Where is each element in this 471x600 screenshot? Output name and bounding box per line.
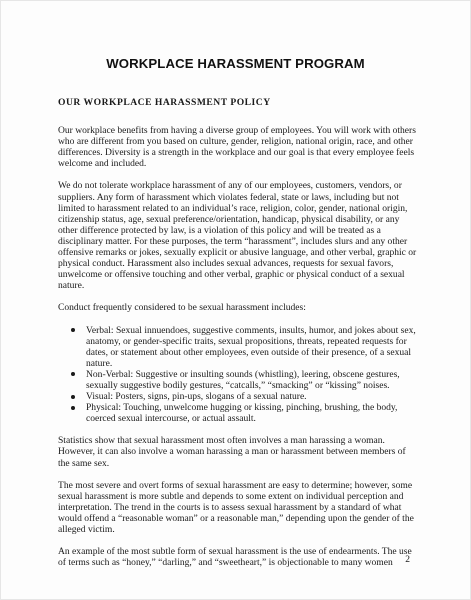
bullet-icon: [71, 395, 75, 399]
list-item-visual: [86, 391, 418, 402]
document-title: WORKPLACE HARASSMENT PROGRAM: [106, 56, 365, 71]
paragraph-severity: The most severe and overt forms of sexual harassment are easy to determine; however, some sexual harassment is more subtle and depends to some extent on individual perception and interpretation. The trend in the courts is to assess sexual harassment by a standard of what would offend a “reasonable woman” or a reasonable man,” depending upon the gender of the alleged victim.: [58, 479, 414, 535]
bullet-icon: [71, 328, 75, 332]
list-item-text: Visual: Posters, signs, pin-ups, slogans of a sexual nature.: [86, 391, 307, 403]
paragraph-endearments: An example of the most subtle form of sexual harassment is the use of endearments. The use of terms such as “honey,” “darling,” and “sweetheart,” is objectionable to many women: [58, 546, 412, 569]
page-number: 2: [405, 555, 410, 565]
paragraph-conduct-intro: Conduct frequently considered to be sexual harassment includes:: [58, 302, 306, 314]
paragraph-statistics: Statistics show that sexual harassment most often involves a man harassing a woman. However, it can also involve a woman harassing a man or harassment between members of the same sex.: [58, 435, 406, 469]
section-heading: OUR WORKPLACE HARASSMENT POLICY: [58, 97, 271, 108]
list-item-text: Non-Verbal: Suggestive or insulting sounds (whistling), leering, obscene gestures, sexually suggestive bodily gestures, “catcalls,” “smacking” or “kissing” noises.: [86, 368, 400, 391]
list-item-verbal: [86, 325, 418, 369]
paragraph-harassment-definition: We do not tolerate workplace harassment of any of our employees, customers, vendors, or suppliers. Any form of harassment which violates federal, state or laws, including but not limited to harassment related to an individual’s race, religion, color, gender, national origin, citizenship status, age, sexual preference/orientation, handicap, physical disability, or any other difference protected by law, is a violation of this policy and will be treated as a disciplinary matter. For these purposes, the term “harassment”, includes slurs and any other offensive remarks or jokes, sexually explicit or abusive language, and other verbal, graphic or physical conduct. Harassment also includes sexual advances, requests for sexual favors, unwelcome or offensive touching and other verbal, graphic or physical conduct of a sexual nature.: [58, 180, 417, 292]
list-item-text: Physical: Touching, unwelcome hugging or kissing, pinching, brushing, the body, coerced sexual intercourse, or actual assault.: [86, 402, 398, 425]
list-item-physical: [86, 402, 418, 424]
list-item-non-verbal: [86, 369, 418, 391]
document-body: [58, 97, 418, 579]
bullet-icon: [71, 372, 75, 376]
list-item-text: Verbal: Sexual innuendoes, suggestive comments, insults, humor, and jokes about sex, anatomy, or gender-specific traits, sexual propositions, threats, repeated requests for dates, or statement about other employees, even outside of their presence, of a sexual nature.: [86, 324, 416, 369]
paragraph-diversity: Our workplace benefits from having a diverse group of employees. You will work with others who are different from you based on culture, gender, religion, national origin, race, and other differences. Diversity is a strength in the workplace and our goal is that every employee feels welcome and included.: [58, 125, 416, 170]
conduct-list: [58, 325, 418, 425]
bullet-icon: [71, 406, 75, 410]
